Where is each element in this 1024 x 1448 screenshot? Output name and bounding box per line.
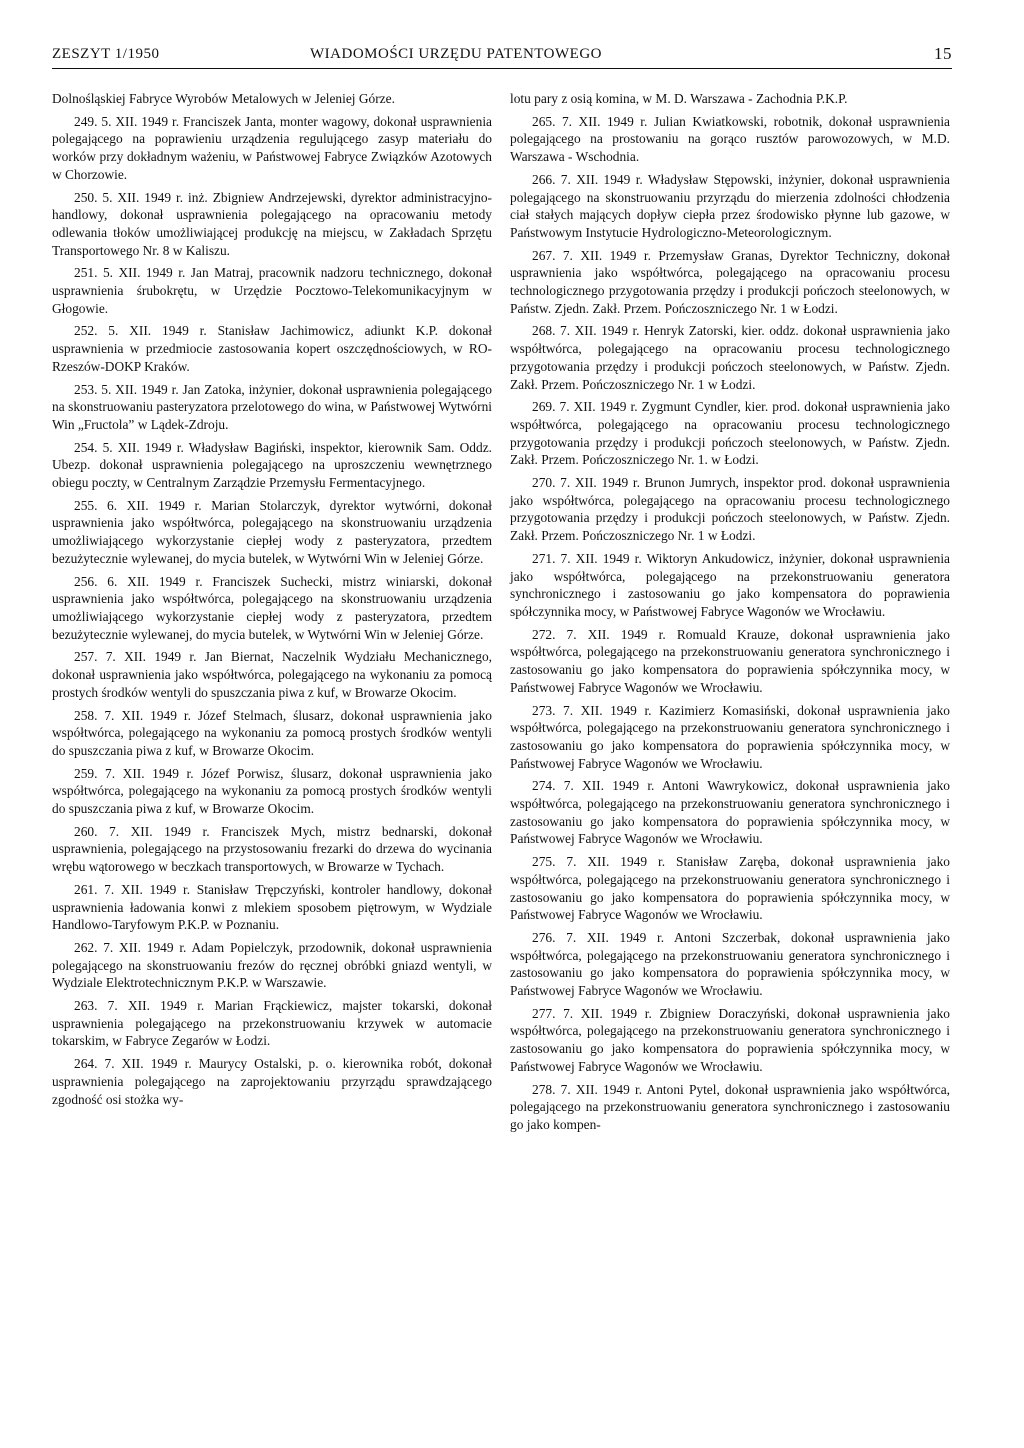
- paragraph: 262. 7. XII. 1949 r. Adam Popielczyk, przodownik, dokonał usprawnienia polegającego na skonstruowaniu frezów do ręcznej obróbki gniazd wentyli, w Wydziale Elektrotechnicznym P.K.P. w Warszawie.: [52, 939, 492, 991]
- paragraph: lotu pary z osią komina, w M. D. Warszawa - Zachodnia P.K.P.: [510, 91, 848, 106]
- paragraph: 254. 5. XII. 1949 r. Władysław Bagiński, inspektor, kierownik Sam. Oddz. Ubezp. dokonał usprawnienia polegającego na uproszczeniu wewnętrznego obiegu poczty, w Centralnym Zarządzie Przemysłu Fermentacyjnego.: [52, 439, 492, 491]
- paragraph: 258. 7. XII. 1949 r. Józef Stelmach, ślusarz, dokonał usprawnienia jako współtwórca, polegającego na wykonaniu za pomocą prostych środków wentyli do spuszczania piwa z kuf, w Browarze Okocim.: [52, 707, 492, 758]
- left-column: [52, 90, 492, 1113]
- right-column: [510, 90, 950, 1139]
- paragraph: 274. 7. XII. 1949 r. Antoni Wawrykowicz, dokonał usprawnienia jako współtwórca, polegającego na przekonstruowaniu generatora synchronicznego i zastosowaniu go jako kompensatora do poprawienia spółczynnika mocy, w Państwowej Fabryce Wagonów we Wrocławiu.: [510, 778, 950, 847]
- paragraph: 250. 5. XII. 1949 r. inż. Zbigniew Andrzejewski, dyrektor administracyjno-handlowy, dokonał usprawnienia polegającego na opracowaniu metody odlewania tłoków umożliwiającej produkcję na miejscu, w Zakładach Sprzętu Transportowego Nr. 8 w Kaliszu.: [52, 189, 492, 258]
- page-header: [52, 46, 952, 69]
- paragraph: 260. 7. XII. 1949 r. Franciszek Mych, mistrz bednarski, dokonał usprawnienia, polegającego na przystosowaniu frezarki do drzewa do wycinania wrębu wątorowego w beczkach transportowych, w Browarze w Tychach.: [52, 823, 492, 875]
- paragraph: 253. 5. XII. 1949 r. Jan Zatoka, inżynier, dokonał usprawnienia polegającego na skonstruowaniu pasteryzatora przelotowego do wina, w Państwowej Wytwórni Win „Fructola” w Lądek-Zdroju.: [52, 381, 492, 432]
- issue-label: ZESZYT 1/1950: [52, 46, 160, 62]
- paragraph: 276. 7. XII. 1949 r. Antoni Szczerbak, dokonał usprawnienia jako współtwórca, polegającego na przekonstruowaniu generatora synchronicznego i zastosowaniu go jako kompensatora do poprawienia spółczynnika mocy, w Państwowej Fabryce Wagonów we Wrocławiu.: [510, 929, 950, 999]
- paragraph: 273. 7. XII. 1949 r. Kazimierz Komasiński, dokonał usprawnienia jako współtwórca, polegającego na przekonstruowaniu generatora synchronicznego i zastosowaniu go jako kompensatora do poprawienia spółczynnika mocy, w Państwowej Fabryce Wagonów we Wrocławiu.: [510, 702, 950, 771]
- paragraph: 252. 5. XII. 1949 r. Stanisław Jachimowicz, adiunkt K.P. dokonał usprawnienia w przedmiocie zastosowania kopert oszczędnościowych, w RO-Rzeszów-DOKP Kraków.: [52, 323, 492, 374]
- paragraph: 269. 7. XII. 1949 r. Zygmunt Cyndler, kier. prod. dokonał usprawnienia jako współtwórca, polegającego na opracowaniu procesu technologicznego przygotowania przędzy i produkcji pończoch steelonowych, w Państw. Zjedn. Zakł. Przem. Pończoszniczego Nr. 1. w Łodzi.: [510, 399, 950, 468]
- journal-title: WIADOMOŚCI URZĘDU PATENTOWEGO: [310, 46, 602, 62]
- paragraph: 267. 7. XII. 1949 r. Przemysław Granas, Dyrektor Techniczny, dokonał usprawnienia jako współtwórca, polegającego na opracowaniu procesu technologicznego przygotowania przędzy i produkcji pończoch steelonowych, w Państw. Zjedn. Zakł. Przem. Pończoszniczego Nr. 1 w Łodzi.: [510, 247, 950, 316]
- paragraph: 259. 7. XII. 1949 r. Józef Porwisz, ślusarz, dokonał usprawnienia jako współtwórca, polegającego na wykonaniu za pomocą prostych środków wentyli do spuszczania piwa z kuf, w Browarze Okocim.: [52, 765, 492, 817]
- paragraph: 277. 7. XII. 1949 r. Zbigniew Doraczyński, dokonał usprawnienia jako współtwórca, polegającego na przekonstruowaniu generatora synchronicznego i zastosowaniu go jako kompensatora do poprawienia spółczynnika mocy, w Państwowej Fabryce Wagonów we Wrocławiu.: [510, 1005, 950, 1074]
- paragraph: 272. 7. XII. 1949 r. Romuald Krauze, dokonał usprawnienia jako współtwórca, polegającego na przekonstruowaniu generatora synchronicznego i zastosowaniu go jako kompensatora do poprawienia spółczynnika mocy, w Państwowej Fabryce Wagonów we Wrocławiu.: [510, 626, 950, 695]
- paragraph: 255. 6. XII. 1949 r. Marian Stolarczyk, dyrektor wytwórni, dokonał usprawnienia jako współtwórca, polegającego na skonstruowaniu urządzenia umożliwiającego wykorzystanie ciepłej wody z pasteryzatora, przedtem bezużytecznie wylewanej, do mycia butelek, w Wytwórni Win w Jeleniej Górze.: [52, 497, 492, 566]
- paragraph: 251. 5. XII. 1949 r. Jan Matraj, pracownik nadzoru technicznego, dokonał usprawnienia śrubokrętu, w Urzędzie Pocztowo-Telekomunikacyjnym w Głogowie.: [52, 265, 492, 316]
- paragraph: 257. 7. XII. 1949 r. Jan Biernat, Naczelnik Wydziału Mechanicznego, dokonał usprawnienia jako współtwórca, polegającego na wykonaniu za pomocą prostych środków wentyli do spuszczania piwa z kuf, w Browarze Okocim.: [52, 649, 492, 700]
- paragraph: 278. 7. XII. 1949 r. Antoni Pytel, dokonał usprawnienia jako współtwórca, polegającego na przekonstruowaniu generatora synchronicznego i zastosowaniu go jako kompen-: [510, 1081, 950, 1132]
- page-number: 15: [934, 44, 952, 63]
- paragraph: 263. 7. XII. 1949 r. Marian Frąckiewicz, majster tokarski, dokonał usprawnienia polegającego na przekonstruowaniu krzywek w automacie tokarskim, w Fabryce Zegarów w Łodzi.: [52, 998, 492, 1049]
- paragraph: Dolnośląskiej Fabryce Wyrobów Metalowych w Jeleniej Górze.: [52, 91, 395, 106]
- paragraph: 268. 7. XII. 1949 r. Henryk Zatorski, kier. oddz. dokonał usprawnienia jako współtwórca, polegającego na opracowaniu procesu technologicznego przygotowania przędzy i produkcji pończoch steelonowych, w Państw. Zjedn. Zakł. Przem. Pończoszniczego Nr. 1 w Łodzi.: [510, 323, 950, 392]
- paragraph: 275. 7. XII. 1949 r. Stanisław Zaręba, dokonał usprawnienia jako współtwórca, polegającego na przekonstruowaniu generatora synchronicznego i zastosowaniu go jako kompensatora do poprawienia spółczynnika mocy, w Państwowej Fabryce Wagonów we Wrocławiu.: [510, 854, 950, 923]
- paragraph: 265. 7. XII. 1949 r. Julian Kwiatkowski, robotnik, dokonał usprawnienia polegającego na prostowaniu na gorąco rusztów parowozowych, w M.D. Warszawa - Wschodnia.: [510, 113, 950, 165]
- paragraph: 271. 7. XII. 1949 r. Wiktoryn Ankudowicz, inżynier, dokonał usprawnienia jako współtwórca, polegającego na przekonstruowaniu generatora synchronicznego i zastosowaniu go jako kompensatora do poprawienia spółczynnika mocy, w Państwowej Fabryce Wagonów we Wrocławiu.: [510, 550, 950, 619]
- paragraph: 256. 6. XII. 1949 r. Franciszek Suchecki, mistrz winiarski, dokonał usprawnienia jako współtwórca, polegającego na skonstruowaniu urządzenia umożliwiającego wykorzystanie ciepłej wody z pasteryzatora, przedtem bezużytecznie wylewanej, do mycia butelek, w Wytwórni Win w Jeleniej Górze.: [52, 573, 492, 642]
- paragraph: 270. 7. XII. 1949 r. Brunon Jumrych, inspektor prod. dokonał usprawnienia jako współtwórca, polegającego na opracowaniu procesu technologicznego przygotowania przędzy i produkcji pończoch steelonowych, w Państw. Zjedn. Zakł. Przem. Pończoszniczego Nr. 1 w Łodzi.: [510, 475, 950, 544]
- paragraph: 249. 5. XII. 1949 r. Franciszek Janta, monter wagowy, dokonał usprawnienia polegającego na poprawieniu urządzenia regulującego zasyp materiału do worków przy dokładnym ważeniu, w Państwowej Fabryce Związków Azotowych w Chorzowie.: [52, 113, 492, 182]
- paragraph: 266. 7. XII. 1949 r. Władysław Stępowski, inżynier, dokonał usprawnienia polegającego na skonstruowaniu przyrządu do mierzenia zdolności chłodzenia ciał stałych mających dopływ ciepła przez środowisko płynne lub gazowe, w Państwowym Instytucie Hydrologiczno-Meteorologicznym.: [510, 171, 950, 240]
- paragraph: 261. 7. XII. 1949 r. Stanisław Trępczyński, kontroler handlowy, dokonał usprawnienia ładowania konwi z mlekiem sposobem piętrowym, w Wydziale Handlowo-Taryfowym P.K.P. w Poznaniu.: [52, 881, 492, 933]
- paragraph: 264. 7. XII. 1949 r. Maurycy Ostalski, p. o. kierownika robót, dokonał usprawnienia polegającego na zaprojektowaniu przyrządu sprawdzającego zgodność osi stożka wy-: [52, 1056, 492, 1107]
